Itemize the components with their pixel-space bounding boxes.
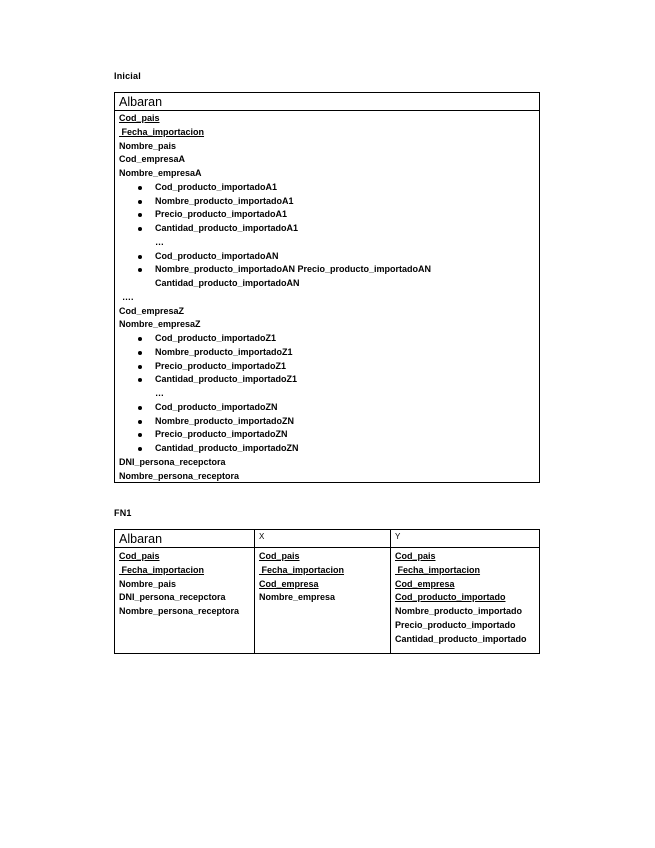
field-precio-producto: Precio_producto_importado [395,619,516,630]
ellipsis: … [155,388,164,398]
field-cod-pais: Cod_pais [119,113,160,123]
fn1-column-x [254,530,390,653]
albaran-table-body [115,111,539,483]
list-item: Precio_producto_importadoA1 [119,208,539,222]
field-cod-empresa: Cod_empresa [259,578,319,589]
field-cod-pais: Cod_pais [395,551,436,561]
field-nombre-producto: Nombre_producto_importado [395,606,523,616]
list-item: Nombre_producto_importadoA1 [119,195,539,209]
field-nombre-persona: Nombre_persona_receptora [119,606,240,616]
albaran-table-title: Albaran [115,93,539,111]
list-item: Precio_producto_importadoZ1 [119,360,539,374]
field-cod-empresa-z: Cod_empresaZ [119,305,185,316]
field-cod-pais: Cod_pais [259,551,300,561]
section-label-fn1: FN1 [114,508,132,518]
column-title: Albaran [115,530,254,548]
list-item: Nombre_producto_importadoAN Precio_producto_importadoAN [119,263,539,277]
list-item: Cod_producto_importadoA1 [119,181,539,195]
field-nombre-empresa-z: Nombre_empresaZ [119,319,201,330]
ellipsis: … [155,236,164,247]
list-item: Cod_producto_importadoZN [119,401,539,415]
list-item: Nombre_producto_importadoZN [119,415,539,429]
field-fecha-importacion: Fecha_importacion [395,564,481,575]
list-item: Cantidad_producto_importadoA1 [119,222,539,236]
list-item: Cantidad_producto_importadoZN [119,442,539,456]
list-item: Cod_producto_importadoAN [119,250,539,264]
albaran-table-inicial [114,92,540,483]
field-cod-empresa-a: Cod_empresaA [119,154,186,165]
list-item: Nombre_producto_importadoZ1 [119,346,539,360]
field-dni-persona: DNI_persona_recepctora [119,592,226,603]
fn1-table [114,529,540,654]
column-title: Y [391,530,539,548]
field-nombre-pais: Nombre_pais [119,578,177,589]
field-fecha-importacion: Fecha_importacion [119,126,205,137]
ellipsis: …. [122,291,134,302]
field-nombre-pais: Nombre_pais [119,140,177,151]
field-fecha-importacion: Fecha_importacion [119,564,205,575]
field-cantidad-producto: Cantidad_producto_importado [395,633,527,644]
list-item: Precio_producto_importadoZN [119,428,539,442]
field-cod-producto: Cod_producto_importado [395,592,506,603]
section-label-inicial: Inicial [114,71,141,81]
field-dni-persona: DNI_persona_recepctora [119,456,226,467]
fn1-column-albaran [115,530,254,653]
field-fecha-importacion: Fecha_importacion [259,564,345,575]
field-nombre-empresa: Nombre_empresa [259,592,336,603]
column-title: X [255,530,390,548]
field-nombre-empresa-a: Nombre_empresaA [119,168,202,178]
field-nombre-persona: Nombre_persona_receptora [119,470,240,481]
fn1-column-y [390,530,539,653]
field-cod-pais: Cod_pais [119,551,160,561]
list-item: Cantidad_producto_importadoZ1 [119,373,539,387]
list-item: Cod_producto_importadoZ1 [119,332,539,346]
list-item-continuation: Cantidad_producto_importadoAN [155,278,300,288]
field-cod-empresa: Cod_empresa [395,578,455,589]
